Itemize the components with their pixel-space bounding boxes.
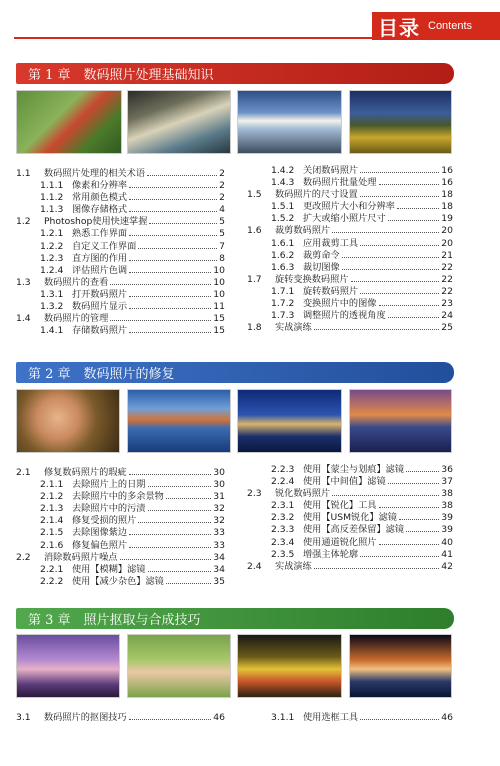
toc-number: 1.1.2 <box>40 192 64 204</box>
toc-subsection[interactable] <box>16 503 225 515</box>
chapter-1-toc-left <box>16 168 225 337</box>
toc-title: 数码照片的抠图技巧 <box>44 712 127 723</box>
toc-title: 使用【中间值】滤镜 <box>303 476 386 488</box>
toc-page-number: 20 <box>441 225 453 237</box>
toc-page-number: 31 <box>213 491 225 503</box>
toc-subsection[interactable] <box>16 204 225 216</box>
toc-subsection[interactable] <box>16 253 225 265</box>
photo-mountain-sunrise <box>349 634 452 698</box>
photo-lake-sunset <box>127 389 231 453</box>
toc-number: 1.6.2 <box>271 249 295 261</box>
toc-section[interactable] <box>16 712 225 724</box>
toc-title: 使用【高反差保留】滤镜 <box>303 524 405 536</box>
toc-page-number: 8 <box>219 252 225 264</box>
toc-subsection[interactable] <box>247 464 453 476</box>
chapter-3-bar <box>16 608 454 629</box>
toc-leader-dots <box>379 305 440 306</box>
toc-leader-dots <box>129 296 211 297</box>
toc-number: 2.3 <box>247 488 262 500</box>
toc-number: 2.3.4 <box>271 536 295 548</box>
toc-subsection[interactable] <box>16 515 225 527</box>
toc-page-number: 16 <box>441 165 453 176</box>
toc-subsection[interactable] <box>16 527 225 539</box>
toc-page-number: 2 <box>219 192 225 204</box>
toc-number: 1.7 <box>247 273 262 285</box>
toc-title: 修复数码照片的瑕疵 <box>44 467 127 478</box>
chapter-2-toc-left <box>16 467 225 588</box>
photo-autumn-tree <box>127 90 231 154</box>
toc-subsection[interactable] <box>247 177 453 189</box>
toc-number: 2.3.2 <box>271 512 295 524</box>
toc-title: 使用【蒙尘与划痕】滤镜 <box>303 464 405 475</box>
toc-page-number: 15 <box>213 313 225 325</box>
toc-subsection[interactable] <box>247 298 453 310</box>
toc-leader-dots <box>148 510 212 511</box>
toc-leader-dots <box>342 269 440 270</box>
toc-leader-dots <box>379 184 440 185</box>
toc-page-number: 15 <box>213 325 225 337</box>
toc-page-number: 20 <box>441 237 453 249</box>
toc-title: 使用【减少杂色】滤镜 <box>72 575 164 587</box>
toc-page-number: 37 <box>441 476 453 488</box>
toc-subsection[interactable] <box>16 576 225 588</box>
toc-title: 数码照片的查看 <box>44 276 109 288</box>
toc-page-number: 5 <box>219 216 225 228</box>
photo-sunset-sea <box>237 90 342 154</box>
toc-subsection[interactable] <box>16 265 225 277</box>
toc-subsection[interactable] <box>16 564 225 576</box>
toc-number: 3.1 <box>16 712 31 723</box>
toc-title: 使用通道锐化照片 <box>303 536 377 548</box>
toc-title: 去除照片中的污渍 <box>72 503 146 515</box>
toc-title: 存储数码照片 <box>72 325 128 337</box>
toc-number: 1.2.1 <box>40 228 64 240</box>
toc-leader-dots <box>360 293 439 294</box>
toc-number: 1.6.3 <box>271 261 295 273</box>
toc-leader-dots <box>314 568 440 569</box>
toc-number: 3.1.1 <box>271 712 295 723</box>
toc-number: 1.3 <box>16 276 31 288</box>
toc-leader-dots <box>129 474 212 475</box>
contents-subtitle: Contents <box>428 20 473 32</box>
chapter-2-title: 第 2 章 数码照片的修复 <box>28 367 175 382</box>
toc-leader-dots <box>148 571 212 572</box>
toc-section[interactable] <box>247 274 453 286</box>
toc-page-number: 24 <box>441 310 453 322</box>
toc-leader-dots <box>166 583 211 584</box>
chapter-2-bar <box>16 362 454 383</box>
toc-section[interactable] <box>247 189 453 201</box>
toc-title: 使用【模糊】滤镜 <box>72 563 146 575</box>
toc-number: 1.7.2 <box>271 298 295 310</box>
toc-page-number: 34 <box>213 551 225 563</box>
toc-subsection[interactable] <box>16 192 225 204</box>
toc-page-number: 42 <box>441 560 453 572</box>
toc-leader-dots <box>129 199 217 200</box>
toc-page-number: 35 <box>213 575 225 587</box>
toc-number: 1.6.1 <box>271 237 295 249</box>
toc-title: 数码照片批量处理 <box>303 177 377 189</box>
toc-page-number: 40 <box>441 536 453 548</box>
toc-number: 2.3.5 <box>271 548 295 560</box>
toc-number: 1.6 <box>247 225 262 237</box>
toc-page-number: 11 <box>213 301 225 313</box>
toc-page-number: 10 <box>213 276 225 288</box>
toc-leader-dots <box>129 272 211 273</box>
photo-baby <box>16 389 120 453</box>
toc-page-number: 32 <box>213 503 225 515</box>
toc-title: 图像存储格式 <box>72 204 128 216</box>
toc-page-number: 33 <box>213 527 225 539</box>
chapter-3-toc-right <box>247 712 453 724</box>
toc-title: 增强主体轮廓 <box>303 548 359 560</box>
photo-night-castle <box>237 389 342 453</box>
toc-section[interactable] <box>16 168 225 180</box>
toc-leader-dots <box>129 308 211 309</box>
toc-subsection[interactable] <box>247 286 453 298</box>
toc-title: 熟悉工作界面 <box>72 228 128 240</box>
toc-leader-dots <box>388 317 440 318</box>
toc-number: 2.1.5 <box>40 527 64 539</box>
toc-subsection[interactable] <box>247 537 453 549</box>
toc-title: 裁切图像 <box>303 261 340 273</box>
chapter-3-title: 第 3 章 照片抠取与合成技巧 <box>28 613 201 628</box>
toc-page-number: 5 <box>219 228 225 240</box>
toc-title: 像素和分辨率 <box>72 180 128 192</box>
photo-sunflower-field <box>349 90 452 154</box>
toc-title: 应用裁剪工具 <box>303 237 359 249</box>
toc-subsection[interactable] <box>247 712 453 724</box>
toc-title: 使用【USM锐化】滤镜 <box>303 512 397 524</box>
toc-number: 2.2.4 <box>271 476 295 488</box>
toc-leader-dots <box>360 245 439 246</box>
toc-subsection[interactable] <box>16 180 225 192</box>
toc-number: 1.4.2 <box>271 165 295 176</box>
toc-title: 更改照片大小和分辨率 <box>303 201 395 213</box>
toc-section[interactable] <box>16 216 225 228</box>
toc-number: 1.1.3 <box>40 204 64 216</box>
toc-number: 2.1.1 <box>40 479 64 491</box>
toc-number: 2.1.6 <box>40 539 64 551</box>
toc-leader-dots <box>149 223 217 224</box>
toc-page-number: 41 <box>441 548 453 560</box>
toc-subsection[interactable] <box>247 201 453 213</box>
toc-number: 2.2 <box>16 551 31 563</box>
chapter-1-bar <box>16 63 454 84</box>
toc-leader-dots <box>399 519 439 520</box>
toc-page-number: 38 <box>441 488 453 500</box>
toc-subsection[interactable] <box>247 549 453 561</box>
toc-page-number: 16 <box>441 177 453 189</box>
toc-page-number: 19 <box>441 213 453 225</box>
toc-title: 实战演练 <box>275 322 312 334</box>
toc-page-number: 39 <box>441 512 453 524</box>
toc-number: 1.2.4 <box>40 264 64 276</box>
toc-title: 旋转数码照片 <box>303 285 359 297</box>
toc-leader-dots <box>138 522 211 523</box>
toc-page-number: 36 <box>441 464 453 475</box>
toc-leader-dots <box>406 471 439 472</box>
toc-number: 2.2.1 <box>40 563 64 575</box>
photo-hummingbird <box>16 90 122 154</box>
contents-title: 目录 <box>378 15 420 40</box>
toc-number: 2.2.3 <box>271 464 295 475</box>
toc-subsection[interactable] <box>247 165 453 177</box>
chapter-2-toc-right <box>247 464 453 573</box>
toc-subsection[interactable] <box>16 289 225 301</box>
toc-title: 去除图像紫边 <box>72 527 128 539</box>
toc-leader-dots <box>360 172 439 173</box>
toc-leader-dots <box>360 556 439 557</box>
toc-title: 扩大或缩小照片尺寸 <box>303 213 386 225</box>
toc-title: 调整照片的透视角度 <box>303 310 386 322</box>
photo-twin-babies <box>127 634 231 698</box>
toc-section[interactable] <box>16 277 225 289</box>
toc-title: 数码照片的尺寸设置 <box>275 189 358 201</box>
toc-title: 修复受损的照片 <box>72 515 137 527</box>
toc-title: 评估照片色调 <box>72 264 128 276</box>
toc-section[interactable] <box>247 561 453 573</box>
toc-title: 实战演练 <box>275 560 312 572</box>
toc-leader-dots <box>138 248 217 249</box>
toc-leader-dots <box>388 483 440 484</box>
toc-subsection[interactable] <box>16 241 225 253</box>
toc-leader-dots <box>332 232 439 233</box>
toc-section[interactable] <box>247 488 453 500</box>
toc-page-number: 22 <box>441 261 453 273</box>
toc-page-number: 22 <box>441 285 453 297</box>
toc-leader-dots <box>110 320 211 321</box>
toc-number: 1.4.1 <box>40 325 64 337</box>
photo-tulips <box>237 634 342 698</box>
toc-number: 2.4 <box>247 560 262 572</box>
toc-page-number: 30 <box>213 467 225 478</box>
toc-page-number: 7 <box>219 240 225 252</box>
toc-title: 消除数码照片噪点 <box>44 551 118 563</box>
toc-title: 数码照片处理的相关术语 <box>44 168 146 179</box>
toc-title: 使用选框工具 <box>303 712 359 723</box>
toc-section[interactable] <box>247 225 453 237</box>
toc-title: 常用颜色模式 <box>72 192 128 204</box>
toc-title: 裁剪命令 <box>303 249 340 261</box>
toc-page-number: 38 <box>441 500 453 512</box>
toc-page-number: 10 <box>213 288 225 300</box>
toc-page-number: 25 <box>441 322 453 334</box>
toc-leader-dots <box>129 211 217 212</box>
toc-leader-dots <box>360 719 439 720</box>
toc-leader-dots <box>129 719 212 720</box>
toc-page-number: 32 <box>213 515 225 527</box>
toc-subsection[interactable] <box>247 213 453 225</box>
toc-number: 2.1.3 <box>40 503 64 515</box>
toc-leader-dots <box>129 332 211 333</box>
toc-leader-dots <box>379 544 440 545</box>
toc-leader-dots <box>388 220 440 221</box>
toc-number: 1.2.2 <box>40 240 64 252</box>
toc-number: 2.3.1 <box>271 500 295 512</box>
toc-leader-dots <box>332 495 439 496</box>
toc-leader-dots <box>129 534 211 535</box>
toc-number: 1.3.1 <box>40 288 64 300</box>
toc-page-number: 2 <box>219 180 225 192</box>
toc-section[interactable] <box>16 552 225 564</box>
toc-number: 1.7.3 <box>271 310 295 322</box>
toc-title: 数码照片显示 <box>72 301 128 313</box>
toc-page-number: 33 <box>213 539 225 551</box>
toc-title: 打开数码照片 <box>72 288 128 300</box>
toc-leader-dots <box>351 281 440 282</box>
toc-page-number: 4 <box>219 204 225 216</box>
toc-page-number: 21 <box>441 249 453 261</box>
toc-leader-dots <box>129 260 217 261</box>
toc-number: 1.7.1 <box>271 285 295 297</box>
toc-subsection[interactable] <box>247 476 453 488</box>
toc-title: Photoshop使用快速掌握 <box>44 216 148 228</box>
toc-page-number: 46 <box>213 712 225 723</box>
toc-page-number: 22 <box>441 273 453 285</box>
toc-number: 1.5.1 <box>271 201 295 213</box>
toc-subsection[interactable] <box>16 491 225 503</box>
toc-leader-dots <box>342 257 440 258</box>
toc-page-number: 46 <box>441 712 453 723</box>
toc-title: 直方图的作用 <box>72 252 128 264</box>
toc-subsection[interactable] <box>16 540 225 552</box>
toc-number: 1.8 <box>247 322 262 334</box>
toc-leader-dots <box>120 559 212 560</box>
toc-title: 使用【锐化】工具 <box>303 500 377 512</box>
toc-number: 1.4.3 <box>271 177 295 189</box>
toc-section[interactable] <box>16 313 225 325</box>
toc-page-number: 39 <box>441 524 453 536</box>
toc-page-number: 18 <box>441 201 453 213</box>
toc-leader-dots <box>110 284 211 285</box>
toc-subsection[interactable] <box>247 500 453 512</box>
toc-number: 1.1 <box>16 168 31 179</box>
toc-title: 关闭数码照片 <box>303 165 359 176</box>
toc-section[interactable] <box>16 467 225 479</box>
toc-leader-dots <box>379 507 440 508</box>
toc-subsection[interactable] <box>16 325 225 337</box>
toc-leader-dots <box>129 547 211 548</box>
toc-title: 数码照片的管理 <box>44 313 109 325</box>
toc-subsection[interactable] <box>16 301 225 313</box>
toc-page-number: 23 <box>441 298 453 310</box>
toc-number: 1.2 <box>16 216 31 228</box>
toc-subsection[interactable] <box>16 479 225 491</box>
toc-number: 2.3.3 <box>271 524 295 536</box>
toc-number: 2.2.2 <box>40 575 64 587</box>
toc-leader-dots <box>129 235 217 236</box>
toc-subsection[interactable] <box>247 524 453 536</box>
toc-page-number: 30 <box>213 479 225 491</box>
toc-leader-dots <box>406 531 439 532</box>
toc-leader-dots <box>148 486 212 487</box>
toc-title: 修复偏色照片 <box>72 539 128 551</box>
toc-page-number: 34 <box>213 563 225 575</box>
chapter-3-toc-left <box>16 712 225 724</box>
toc-page-number: 2 <box>219 168 225 179</box>
toc-number: 1.3.2 <box>40 301 64 313</box>
toc-page-number: 18 <box>441 189 453 201</box>
toc-number: 1.4 <box>16 313 31 325</box>
toc-subsection[interactable] <box>247 512 453 524</box>
toc-number: 2.1 <box>16 467 31 478</box>
chapter-1-toc-right <box>247 165 453 334</box>
toc-leader-dots <box>314 329 440 330</box>
toc-leader-dots <box>397 208 439 209</box>
toc-number: 1.2.3 <box>40 252 64 264</box>
toc-subsection[interactable] <box>247 250 453 262</box>
photo-purple-sky <box>16 634 120 698</box>
toc-subsection[interactable] <box>247 310 453 322</box>
toc-page-number: 10 <box>213 264 225 276</box>
toc-leader-dots <box>147 175 217 176</box>
toc-title: 去除照片中的多余景物 <box>72 491 164 503</box>
toc-number: 1.1.1 <box>40 180 64 192</box>
toc-title: 锐化数码照片 <box>275 488 331 500</box>
toc-leader-dots <box>360 196 440 197</box>
toc-number: 1.5 <box>247 189 262 201</box>
toc-number: 2.1.2 <box>40 491 64 503</box>
toc-subsection[interactable] <box>247 238 453 250</box>
toc-leader-dots <box>129 187 217 188</box>
chapter-1-title: 第 1 章 数码照片处理基础知识 <box>28 68 214 83</box>
toc-title: 旋转变换数码照片 <box>275 273 349 285</box>
toc-title: 裁剪数码照片 <box>275 225 331 237</box>
photo-city-dusk <box>349 389 452 453</box>
toc-leader-dots <box>166 498 211 499</box>
toc-title: 去除照片上的日期 <box>72 479 146 491</box>
toc-title: 变换照片中的图像 <box>303 298 377 310</box>
toc-subsection[interactable] <box>16 228 225 240</box>
contents-header <box>372 12 500 40</box>
toc-subsection[interactable] <box>247 262 453 274</box>
toc-section[interactable] <box>247 322 453 334</box>
toc-title: 自定义工作界面 <box>72 240 137 252</box>
toc-number: 1.5.2 <box>271 213 295 225</box>
toc-number: 2.1.4 <box>40 515 64 527</box>
